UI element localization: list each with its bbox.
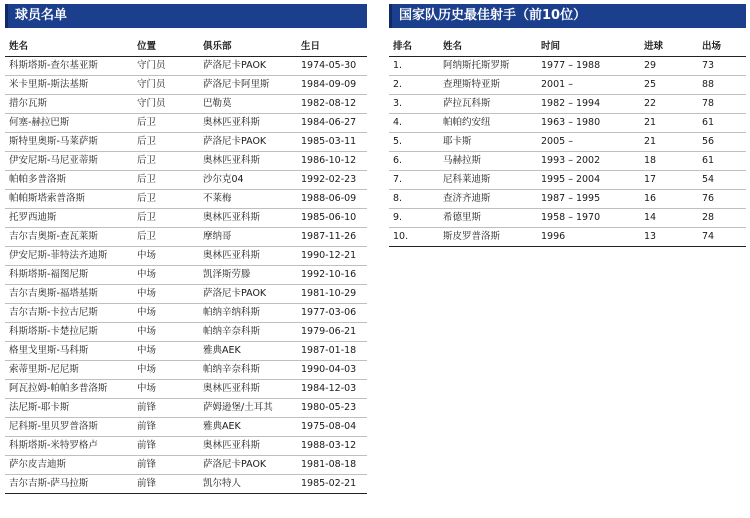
scorers-cell-rank: 3. xyxy=(389,95,439,114)
roster-cell-birthday: 1987-01-18 xyxy=(297,342,367,361)
roster-row xyxy=(5,361,367,380)
roster-cell-name: 科斯塔斯-福图尼斯 xyxy=(5,266,133,285)
scorers-cell-rank: 4. xyxy=(389,114,439,133)
roster-cell-name: 阿瓦拉姆-帕帕多普洛斯 xyxy=(5,380,133,399)
roster-cell-position: 守门员 xyxy=(133,95,199,114)
roster-cell-club: 萨洛尼卡PAOK xyxy=(199,456,297,475)
roster-cell-name: 格里戈里斯-马科斯 xyxy=(5,342,133,361)
roster-cell-position: 守门员 xyxy=(133,57,199,76)
roster-cell-name: 托罗西迪斯 xyxy=(5,209,133,228)
scorers-row xyxy=(389,190,746,209)
roster-cell-name: 米卡里斯-斯法基斯 xyxy=(5,76,133,95)
roster-cell-name: 帕帕斯塔索普洛斯 xyxy=(5,190,133,209)
roster-cell-position: 中场 xyxy=(133,247,199,266)
roster-row xyxy=(5,456,367,475)
scorers-cell-goals: 21 xyxy=(640,114,698,133)
roster-cell-club: 萨洛尼卡PAOK xyxy=(199,285,297,304)
scorers-cell-rank: 9. xyxy=(389,209,439,228)
roster-cell-position: 后卫 xyxy=(133,114,199,133)
scorers-cell-caps: 61 xyxy=(698,114,746,133)
scorers-cell-rank: 2. xyxy=(389,76,439,95)
roster-cell-club: 萨洛尼卡PAOK xyxy=(199,57,297,76)
roster-cell-position: 后卫 xyxy=(133,209,199,228)
roster-cell-club: 奥林匹亚科斯 xyxy=(199,437,297,456)
scorers-cell-caps: 76 xyxy=(698,190,746,209)
scorers-cell-name: 查济齐迪斯 xyxy=(439,190,537,209)
roster-row xyxy=(5,304,367,323)
scorers-cell-rank: 5. xyxy=(389,133,439,152)
roster-cell-position: 后卫 xyxy=(133,228,199,247)
roster-cell-club: 雅典AEK xyxy=(199,418,297,437)
roster-cell-birthday: 1985-03-11 xyxy=(297,133,367,152)
scorers-cell-period: 1963 – 1980 xyxy=(537,114,640,133)
roster-row xyxy=(5,380,367,399)
roster-cell-position: 后卫 xyxy=(133,152,199,171)
roster-cell-club: 摩纳哥 xyxy=(199,228,297,247)
scorers-cell-name: 帕帕约安纽 xyxy=(439,114,537,133)
scorers-cell-goals: 14 xyxy=(640,209,698,228)
roster-cell-club: 雅典AEK xyxy=(199,342,297,361)
roster-cell-club: 奥林匹亚科斯 xyxy=(199,152,297,171)
roster-cell-birthday: 1985-06-10 xyxy=(297,209,367,228)
roster-cell-name: 科斯塔斯-查尔基亚斯 xyxy=(5,57,133,76)
roster-cell-club: 奥林匹亚科斯 xyxy=(199,209,297,228)
roster-cell-name: 科斯塔斯-卡楚拉尼斯 xyxy=(5,323,133,342)
roster-title: 球员名单 xyxy=(5,4,367,28)
scorers-cell-caps: 54 xyxy=(698,171,746,190)
roster-cell-club: 帕纳辛纳科斯 xyxy=(199,304,297,323)
roster-header-name: 姓名 xyxy=(5,38,133,57)
scorers-cell-goals: 21 xyxy=(640,133,698,152)
roster-cell-position: 后卫 xyxy=(133,190,199,209)
roster-cell-birthday: 1990-12-21 xyxy=(297,247,367,266)
scorers-cell-period: 1977 – 1988 xyxy=(537,57,640,76)
roster-row xyxy=(5,133,367,152)
roster-row xyxy=(5,285,367,304)
scorers-header-period: 时间 xyxy=(537,38,640,57)
scorers-cell-caps: 88 xyxy=(698,76,746,95)
roster-row xyxy=(5,399,367,418)
scorers-row xyxy=(389,171,746,190)
roster-cell-name: 斯特里奥斯-马莱萨斯 xyxy=(5,133,133,152)
scorers-cell-goals: 25 xyxy=(640,76,698,95)
roster-cell-name: 吉尔吉奥斯-福塔基斯 xyxy=(5,285,133,304)
roster-row xyxy=(5,323,367,342)
roster-header-position: 位置 xyxy=(133,38,199,57)
roster-row xyxy=(5,190,367,209)
scorers-header-name: 姓名 xyxy=(439,38,537,57)
roster-cell-name: 萨尔皮吉迪斯 xyxy=(5,456,133,475)
roster-cell-birthday: 1984-06-27 xyxy=(297,114,367,133)
roster-cell-name: 吉尔吉斯-卡拉古尼斯 xyxy=(5,304,133,323)
roster-cell-club: 奥林匹亚科斯 xyxy=(199,380,297,399)
scorers-cell-rank: 1. xyxy=(389,57,439,76)
roster-cell-birthday: 1984-09-09 xyxy=(297,76,367,95)
roster-cell-birthday: 1992-02-23 xyxy=(297,171,367,190)
roster-row xyxy=(5,228,367,247)
scorers-cell-period: 1982 – 1994 xyxy=(537,95,640,114)
scorers-cell-period: 1958 – 1970 xyxy=(537,209,640,228)
scorers-cell-name: 斯皮罗普洛斯 xyxy=(439,228,537,247)
scorers-cell-name: 萨拉瓦科斯 xyxy=(439,95,537,114)
roster-row xyxy=(5,342,367,361)
scorers-cell-period: 1995 – 2004 xyxy=(537,171,640,190)
scorers-cell-rank: 6. xyxy=(389,152,439,171)
roster-cell-position: 中场 xyxy=(133,380,199,399)
scorers-row xyxy=(389,209,746,228)
scorers-cell-caps: 78 xyxy=(698,95,746,114)
roster-row xyxy=(5,247,367,266)
roster-cell-position: 前锋 xyxy=(133,399,199,418)
scorers-cell-name: 阿纳斯托斯罗斯 xyxy=(439,57,537,76)
scorers-cell-goals: 17 xyxy=(640,171,698,190)
roster-cell-birthday: 1986-10-12 xyxy=(297,152,367,171)
roster-cell-name: 措尔瓦斯 xyxy=(5,95,133,114)
scorers-row xyxy=(389,152,746,171)
roster-cell-birthday: 1981-10-29 xyxy=(297,285,367,304)
roster-cell-birthday: 1981-08-18 xyxy=(297,456,367,475)
roster-cell-name: 索蒂里斯-尼尼斯 xyxy=(5,361,133,380)
scorers-cell-period: 2001 – xyxy=(537,76,640,95)
roster-cell-name: 吉尔吉奥斯-查瓦莱斯 xyxy=(5,228,133,247)
scorers-header-goals: 进球 xyxy=(640,38,698,57)
scorers-panel xyxy=(389,4,746,247)
roster-cell-position: 前锋 xyxy=(133,418,199,437)
roster-cell-name: 尼科斯-里贝罗普洛斯 xyxy=(5,418,133,437)
roster-cell-club: 萨洛尼卡阿里斯 xyxy=(199,76,297,95)
roster-cell-club: 巴勒莫 xyxy=(199,95,297,114)
scorers-cell-rank: 10. xyxy=(389,228,439,247)
scorers-cell-name: 希德里斯 xyxy=(439,209,537,228)
roster-cell-birthday: 1988-03-12 xyxy=(297,437,367,456)
roster-cell-position: 前锋 xyxy=(133,475,199,494)
scorers-cell-period: 1996 xyxy=(537,228,640,247)
scorers-cell-caps: 74 xyxy=(698,228,746,247)
scorers-cell-name: 马赫拉斯 xyxy=(439,152,537,171)
roster-row xyxy=(5,114,367,133)
roster-cell-club: 萨姆逊堡/土耳其 xyxy=(199,399,297,418)
scorers-cell-name: 查理斯特亚斯 xyxy=(439,76,537,95)
scorers-table xyxy=(389,38,746,247)
scorers-title: 国家队历史最佳射手（前10位） xyxy=(389,4,746,28)
roster-cell-position: 中场 xyxy=(133,285,199,304)
roster-cell-birthday: 1977-03-06 xyxy=(297,304,367,323)
roster-cell-position: 前锋 xyxy=(133,456,199,475)
roster-cell-position: 后卫 xyxy=(133,171,199,190)
roster-cell-position: 中场 xyxy=(133,323,199,342)
scorers-cell-name: 尼科莱迪斯 xyxy=(439,171,537,190)
roster-header-birthday: 生日 xyxy=(297,38,367,57)
roster-row xyxy=(5,95,367,114)
roster-table xyxy=(5,38,367,494)
roster-cell-name: 何塞-赫拉巴斯 xyxy=(5,114,133,133)
roster-cell-position: 守门员 xyxy=(133,76,199,95)
roster-cell-position: 后卫 xyxy=(133,133,199,152)
roster-cell-birthday: 1975-08-04 xyxy=(297,418,367,437)
roster-cell-name: 吉尔吉斯-萨马拉斯 xyxy=(5,475,133,494)
roster-cell-club: 奥林匹亚科斯 xyxy=(199,114,297,133)
roster-cell-position: 前锋 xyxy=(133,437,199,456)
roster-cell-birthday: 1987-11-26 xyxy=(297,228,367,247)
roster-cell-club: 帕纳辛奈科斯 xyxy=(199,361,297,380)
roster-cell-club: 凯泽斯劳滕 xyxy=(199,266,297,285)
roster-row xyxy=(5,152,367,171)
roster-row xyxy=(5,437,367,456)
scorers-cell-period: 1993 – 2002 xyxy=(537,152,640,171)
scorers-cell-period: 1987 – 1995 xyxy=(537,190,640,209)
roster-cell-birthday: 1979-06-21 xyxy=(297,323,367,342)
scorers-row xyxy=(389,57,746,76)
scorers-row xyxy=(389,228,746,247)
scorers-header-row xyxy=(389,38,746,57)
roster-header-row xyxy=(5,38,367,57)
roster-cell-name: 伊安尼斯-马尼亚蒂斯 xyxy=(5,152,133,171)
roster-row xyxy=(5,76,367,95)
scorers-cell-period: 2005 – xyxy=(537,133,640,152)
scorers-cell-rank: 8. xyxy=(389,190,439,209)
roster-row xyxy=(5,209,367,228)
scorers-cell-goals: 18 xyxy=(640,152,698,171)
scorers-cell-name: 耶卡斯 xyxy=(439,133,537,152)
scorers-cell-caps: 61 xyxy=(698,152,746,171)
roster-row xyxy=(5,418,367,437)
roster-cell-position: 中场 xyxy=(133,342,199,361)
roster-cell-position: 中场 xyxy=(133,304,199,323)
roster-cell-birthday: 1984-12-03 xyxy=(297,380,367,399)
scorers-cell-goals: 29 xyxy=(640,57,698,76)
scorers-header-caps: 出场 xyxy=(698,38,746,57)
roster-cell-birthday: 1980-05-23 xyxy=(297,399,367,418)
roster-header-club: 俱乐部 xyxy=(199,38,297,57)
scorers-cell-caps: 56 xyxy=(698,133,746,152)
roster-row xyxy=(5,266,367,285)
roster-row xyxy=(5,171,367,190)
roster-cell-club: 帕纳辛奈科斯 xyxy=(199,323,297,342)
roster-cell-birthday: 1990-04-03 xyxy=(297,361,367,380)
scorers-row xyxy=(389,114,746,133)
roster-cell-club: 奥林匹亚科斯 xyxy=(199,247,297,266)
roster-cell-club: 凯尔特人 xyxy=(199,475,297,494)
roster-cell-position: 中场 xyxy=(133,266,199,285)
scorers-cell-caps: 28 xyxy=(698,209,746,228)
scorers-cell-rank: 7. xyxy=(389,171,439,190)
roster-panel xyxy=(5,4,367,494)
scorers-cell-goals: 13 xyxy=(640,228,698,247)
scorers-row xyxy=(389,133,746,152)
roster-cell-club: 沙尔克04 xyxy=(199,171,297,190)
roster-cell-name: 伊安尼斯-菲特法齐迪斯 xyxy=(5,247,133,266)
roster-cell-birthday: 1985-02-21 xyxy=(297,475,367,494)
scorers-row xyxy=(389,76,746,95)
scorers-cell-caps: 73 xyxy=(698,57,746,76)
scorers-header-rank: 排名 xyxy=(389,38,439,57)
roster-cell-birthday: 1982-08-12 xyxy=(297,95,367,114)
roster-cell-name: 帕帕多普洛斯 xyxy=(5,171,133,190)
roster-row xyxy=(5,475,367,494)
scorers-row xyxy=(389,95,746,114)
roster-cell-birthday: 1992-10-16 xyxy=(297,266,367,285)
roster-cell-name: 科斯塔斯-米特罗格卢 xyxy=(5,437,133,456)
scorers-cell-goals: 16 xyxy=(640,190,698,209)
roster-cell-club: 萨洛尼卡PAOK xyxy=(199,133,297,152)
roster-cell-birthday: 1974-05-30 xyxy=(297,57,367,76)
roster-cell-name: 法尼斯-耶卡斯 xyxy=(5,399,133,418)
roster-cell-position: 中场 xyxy=(133,361,199,380)
roster-cell-birthday: 1988-06-09 xyxy=(297,190,367,209)
roster-cell-club: 不莱梅 xyxy=(199,190,297,209)
roster-row xyxy=(5,57,367,76)
scorers-cell-goals: 22 xyxy=(640,95,698,114)
